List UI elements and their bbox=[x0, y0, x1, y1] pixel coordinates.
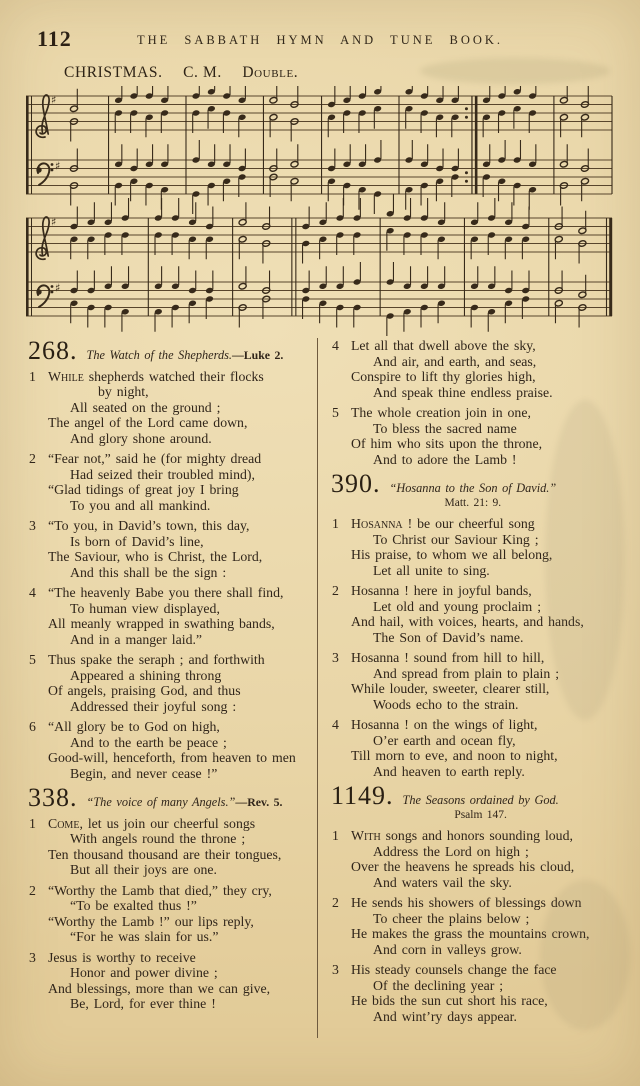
hymn-verse bbox=[331, 338, 628, 400]
verse-line: O’er earth and ocean fly, bbox=[373, 732, 516, 748]
smallcaps-lead: osanna bbox=[360, 516, 403, 531]
verse-line: Is born of David’s line, bbox=[70, 533, 204, 549]
verse-line: “Glad tidings of great joy I bring bbox=[48, 482, 239, 497]
svg-text:♯: ♯ bbox=[51, 215, 57, 229]
verse-line: And this shall be the sign : bbox=[70, 564, 227, 580]
page-bleedthrough bbox=[420, 58, 610, 84]
hymn-reference: Psalm 147. bbox=[454, 808, 507, 821]
verse-line: His praise, to whom we all belong, bbox=[351, 547, 553, 562]
verse-line: And waters vail the sky. bbox=[373, 874, 512, 890]
verse-line: “Fear not,” said he (for mighty dread bbox=[48, 451, 262, 466]
verse-number: 3 bbox=[332, 650, 339, 665]
running-title: THE SABBATH HYMN AND TUNE BOOK. bbox=[136, 33, 504, 47]
verse-number: 1 bbox=[332, 516, 339, 531]
verse-line: The Saviour, who is Christ, the Lord, bbox=[48, 549, 263, 564]
hymn-title: “The voice of many Angels.” bbox=[86, 795, 236, 809]
tune-meter: C. M. bbox=[183, 64, 222, 81]
hymn-column-right bbox=[331, 338, 628, 1038]
svg-text:♯: ♯ bbox=[55, 159, 61, 173]
verse-line: Of him who sits upon the throne, bbox=[351, 436, 543, 451]
verse-line: And blessings, more than we can give, bbox=[48, 980, 271, 996]
hymn-title: “Hosanna to the Son of David.” bbox=[389, 481, 557, 495]
verse-line: Thus spake the seraph ; and forthwith bbox=[48, 652, 265, 667]
page-number: 112 bbox=[37, 26, 72, 51]
tune-title-line bbox=[64, 64, 314, 82]
verse-line: And air, and earth, and seas, bbox=[373, 353, 537, 369]
verse-line: Of angels, praising God, and thus bbox=[48, 683, 241, 698]
verse-line: “To you, in David’s town, this day, bbox=[48, 518, 250, 533]
hymn-verse bbox=[331, 650, 628, 712]
hymn-number: 338. bbox=[28, 783, 78, 812]
tune-style: Double. bbox=[242, 64, 299, 81]
verse-line: He makes the grass the mountains crown, bbox=[351, 926, 590, 941]
svg-text:♯: ♯ bbox=[51, 93, 57, 107]
verse-number: 3 bbox=[29, 518, 36, 533]
verse-number: 4 bbox=[332, 717, 339, 732]
verse-line: To Christ our Saviour King ; bbox=[373, 531, 539, 547]
svg-text:♯: ♯ bbox=[55, 281, 61, 295]
verse-line: Be, Lord, for ever thine ! bbox=[70, 996, 216, 1011]
hymn-verse bbox=[331, 717, 628, 779]
verse-number: 1 bbox=[29, 368, 36, 384]
hymn-number: 390. bbox=[331, 469, 381, 498]
verse-line: He sends his showers of blessings down bbox=[351, 895, 582, 910]
verse-line: “For he was slain for us.” bbox=[70, 929, 219, 944]
hymn-verse bbox=[28, 719, 308, 781]
hymn-verse bbox=[28, 451, 308, 513]
verse-line: Had seized their troubled mind), bbox=[70, 466, 255, 482]
verse-line: Let all that dwell above the sky, bbox=[351, 338, 536, 353]
verse-line: To you and all mankind. bbox=[70, 497, 211, 513]
hymn-text-columns bbox=[28, 338, 628, 1038]
verse-number: 3 bbox=[332, 962, 339, 977]
hymn-verse bbox=[331, 962, 628, 1024]
verse-line: Appeared a shining throng bbox=[70, 667, 222, 683]
smallcaps-lead: hile bbox=[61, 368, 84, 384]
hymn-reference: —Luke 2. bbox=[231, 348, 284, 362]
hymn-verse bbox=[331, 583, 628, 645]
verse-line: “Worthy the Lamb !” our lips reply, bbox=[48, 913, 254, 929]
hymn-heading bbox=[331, 781, 628, 823]
hymn-number: 268. bbox=[28, 336, 78, 365]
verse-number: 2 bbox=[332, 895, 339, 910]
verse-number: 2 bbox=[29, 882, 36, 898]
verse-line: Come, let us join our cheerful songs bbox=[48, 815, 256, 831]
hymn-verse bbox=[28, 883, 308, 945]
verse-line: To human view displayed, bbox=[70, 600, 220, 616]
verse-line: Over the heavens he spreads his cloud, bbox=[351, 859, 575, 874]
hymn-title-block bbox=[403, 793, 559, 823]
hymn-verse bbox=[28, 816, 308, 878]
verse-line: “Worthy the Lamb that died,” they cry, bbox=[48, 882, 272, 898]
verse-line: “The heavenly Babe you there shall find, bbox=[48, 585, 284, 600]
verse-line: He bids the sun cut short his race, bbox=[351, 993, 548, 1008]
hymn-reference: —Rev. 5. bbox=[235, 795, 283, 809]
verse-line: And glory shone around. bbox=[70, 430, 212, 446]
hymn-number: 1149. bbox=[331, 781, 394, 810]
verse-line: Address the Lord on high ; bbox=[373, 843, 529, 859]
verse-line: Good-will, henceforth, from heaven to men bbox=[48, 750, 296, 765]
verse-number: 2 bbox=[332, 583, 339, 598]
verse-line: And speak thine endless praise. bbox=[373, 384, 553, 400]
verse-line: While shepherds watched their flocks bbox=[48, 368, 264, 384]
tune-name: CHRISTMAS. bbox=[64, 64, 163, 81]
verse-line: And heaven to earth reply. bbox=[373, 763, 525, 779]
verse-line: Hosanna ! on the wings of light, bbox=[351, 717, 538, 732]
hymn-verse bbox=[331, 516, 628, 578]
verse-line: Honor and power divine ; bbox=[70, 965, 218, 980]
verse-number: 4 bbox=[332, 338, 339, 353]
hymn-verse bbox=[28, 585, 308, 647]
verse-line: The Son of David’s name. bbox=[373, 629, 524, 645]
music-notation bbox=[24, 86, 616, 338]
verse-line: To bless the sacred name bbox=[373, 420, 517, 436]
verse-line: Begin, and never cease !” bbox=[70, 765, 218, 781]
verse-number: 3 bbox=[29, 949, 36, 965]
verse-line: And spread from plain to plain ; bbox=[373, 665, 560, 681]
verse-line: And in a manger laid.” bbox=[70, 631, 203, 647]
verse-line: Let all unite to sing. bbox=[373, 562, 490, 578]
verse-line: Conspire to lift thy glories high, bbox=[351, 369, 536, 384]
verse-line: Hosanna ! here in joyful bands, bbox=[351, 583, 532, 598]
verse-line: Hosanna ! be our cheerful song bbox=[351, 516, 535, 531]
verse-line: Ten thousand thousand are their tongues, bbox=[48, 846, 282, 862]
verse-line: All seated on the ground ; bbox=[70, 399, 221, 415]
verse-number: 2 bbox=[29, 451, 36, 466]
hymn-verse bbox=[28, 518, 308, 580]
verse-line: All meanly wrapped in swathing bands, bbox=[48, 616, 275, 631]
verse-line: And to the earth be peace ; bbox=[70, 734, 227, 750]
hymn-title-block bbox=[87, 348, 284, 364]
hymn-column-left bbox=[28, 338, 308, 1038]
verse-line: With songs and honors sounding loud, bbox=[351, 828, 573, 843]
verse-number: 1 bbox=[332, 828, 339, 843]
hymn-verse bbox=[28, 369, 308, 447]
hymn-heading bbox=[28, 783, 308, 812]
hymn-heading bbox=[331, 469, 628, 511]
verse-line: Woods echo to the strain. bbox=[373, 696, 519, 712]
verse-line: The angel of the Lord came down, bbox=[48, 415, 248, 430]
verse-line: And hail, with voices, hearts, and hands, bbox=[351, 614, 584, 629]
verse-line: His steady counsels change the face bbox=[351, 962, 557, 977]
hymn-title: The Seasons ordained by God. bbox=[402, 793, 559, 807]
verse-line: The whole creation join in one, bbox=[351, 405, 531, 420]
verse-line: And corn in valleys grow. bbox=[373, 941, 522, 957]
hymn-verse bbox=[331, 405, 628, 467]
verse-line: But all their joys are one. bbox=[70, 862, 217, 877]
smallcaps-lead: ome bbox=[57, 815, 80, 831]
verse-line: While louder, sweeter, clearer still, bbox=[351, 681, 550, 696]
verse-line: Of the declining year ; bbox=[373, 977, 504, 993]
verse-line: And to adore the Lamb ! bbox=[373, 451, 517, 467]
verse-number: 5 bbox=[332, 405, 339, 420]
hymn-verse bbox=[28, 950, 308, 1012]
verse-line: by night, bbox=[98, 384, 149, 399]
verse-line: Let old and young proclaim ; bbox=[373, 598, 542, 614]
hymn-verse bbox=[28, 652, 308, 714]
hymn-heading bbox=[28, 336, 308, 365]
column-divider bbox=[317, 338, 318, 1038]
verse-line: And wint’ry days appear. bbox=[373, 1008, 517, 1024]
verse-line: Till morn to eve, and noon to night, bbox=[351, 748, 558, 763]
verse-line: “All glory be to God on high, bbox=[48, 719, 220, 734]
verse-line: Jesus is worthy to receive bbox=[48, 949, 196, 965]
verse-number: 6 bbox=[29, 719, 36, 734]
hymn-verse bbox=[331, 828, 628, 890]
verse-number: 1 bbox=[29, 815, 36, 831]
verse-line: Hosanna ! sound from hill to hill, bbox=[351, 650, 545, 665]
verse-line: “To be exalted thus !” bbox=[70, 898, 197, 913]
hymn-title-block bbox=[390, 481, 557, 511]
verse-line: To cheer the plains below ; bbox=[373, 910, 530, 926]
smallcaps-lead: ith bbox=[364, 828, 381, 843]
hymn-reference: Matt. 21: 9. bbox=[444, 496, 502, 509]
verse-line: Addressed their joyful song : bbox=[70, 698, 237, 714]
hymn-title: The Watch of the Shepherds. bbox=[86, 348, 232, 362]
verse-number: 5 bbox=[29, 652, 36, 667]
hymn-verse bbox=[331, 895, 628, 957]
hymn-title-block bbox=[87, 795, 283, 811]
verse-number: 4 bbox=[29, 585, 36, 600]
verse-line: With angels round the throne ; bbox=[70, 831, 246, 846]
